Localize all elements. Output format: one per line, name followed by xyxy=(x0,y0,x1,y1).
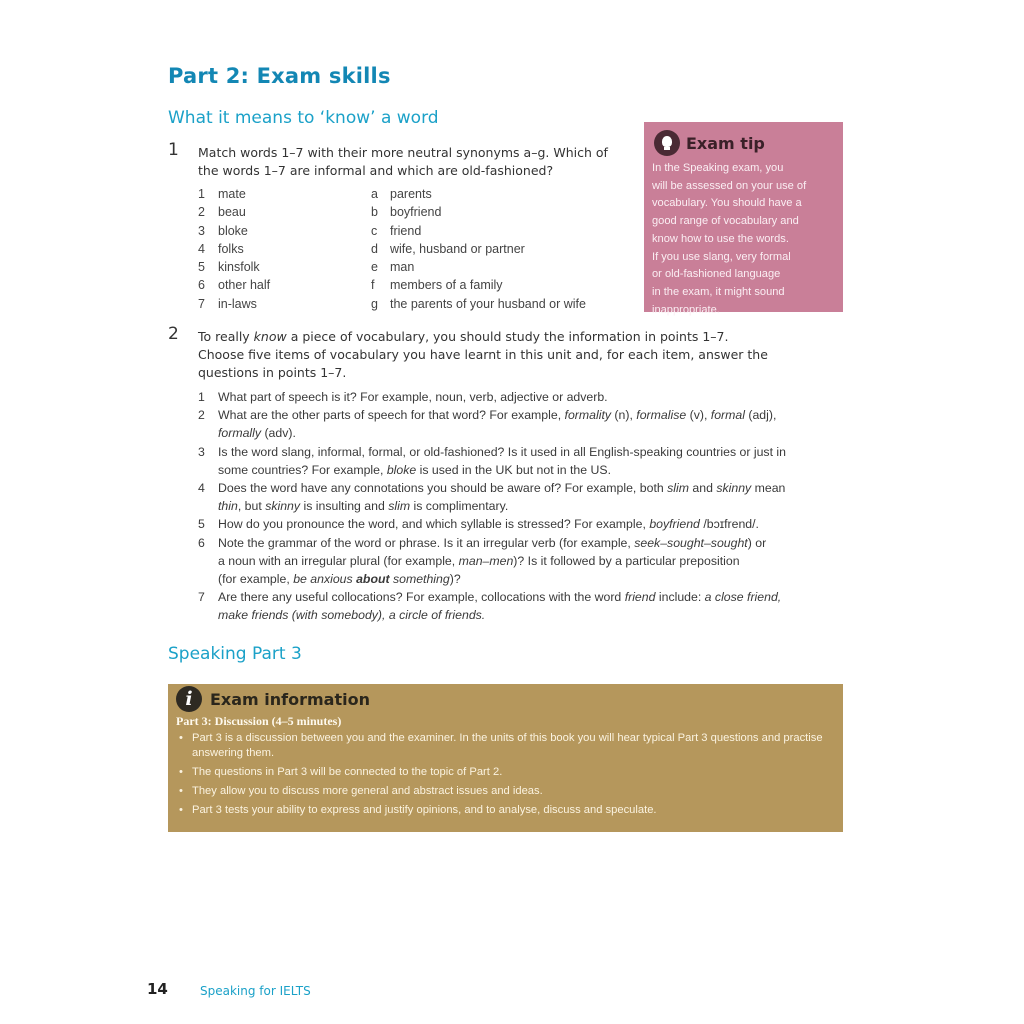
table-row xyxy=(198,187,620,205)
word: mate xyxy=(218,187,246,201)
synonym-letter: c xyxy=(371,223,378,238)
list-item xyxy=(198,443,843,479)
word: other half xyxy=(218,278,271,293)
exam-tip-line: know how to use the words. xyxy=(652,232,789,245)
example-word: slim xyxy=(667,481,689,496)
synonym-letter: g xyxy=(371,296,378,311)
matching-table xyxy=(198,187,620,315)
point-number: 2 xyxy=(198,408,205,423)
text-run: What are the other parts of speech for that word? For example, xyxy=(218,408,565,423)
word-number: 2 xyxy=(198,205,205,220)
point-text xyxy=(218,406,843,442)
synonym: wife, husband or partner xyxy=(390,241,525,256)
table-row xyxy=(198,278,620,296)
exam-tip-title: Exam tip xyxy=(686,133,765,153)
exam-information-subtitle: Part 3: Discussion (4–5 minutes) xyxy=(176,714,342,728)
text-run: Is the word slang, informal, formal, or old-fashioned? Is it used in all English-speaking countries or just in xyxy=(218,444,786,459)
point-number: 4 xyxy=(198,481,205,496)
table-row xyxy=(198,260,620,278)
list-item xyxy=(198,479,843,515)
list-item xyxy=(198,515,843,533)
text-run: To really xyxy=(198,329,254,344)
synonym: the parents of your husband or wife xyxy=(390,296,586,311)
point-text xyxy=(218,443,843,479)
text-run: ) or xyxy=(747,535,767,550)
exam-information-box xyxy=(168,684,843,832)
exam-tip-line: good range of vocabulary and xyxy=(652,215,799,228)
exam-tip-body xyxy=(652,160,833,319)
text-run: , but xyxy=(237,499,266,514)
point-text xyxy=(218,588,843,624)
text-run: (adj), xyxy=(744,408,777,423)
point-text xyxy=(218,479,843,515)
table-row xyxy=(198,224,620,242)
exam-tip-line: will be assessed on your use of xyxy=(652,179,807,192)
word: folks xyxy=(218,241,244,256)
point-text: What part of speech is it? For example, noun, verb, adjective or adverb. xyxy=(218,390,608,404)
word: kinsfolk xyxy=(218,260,260,275)
example-word: boyfriend xyxy=(649,517,700,532)
text-run: How do you pronounce the word, and which syllable is stressed? For example, xyxy=(218,517,650,532)
page-title: Part 2: Exam skills xyxy=(168,64,391,88)
list-item xyxy=(198,534,843,589)
text-run: (v), xyxy=(686,408,711,423)
point-number: 7 xyxy=(198,590,205,605)
question-1-line: Match words 1–7 with their more neutral synonyms a–g. Which of xyxy=(198,145,608,160)
info-icon: i xyxy=(176,686,202,712)
point-text xyxy=(218,534,843,589)
example-word: skinny xyxy=(716,481,752,496)
exam-tip-header xyxy=(654,130,833,156)
lightbulb-icon xyxy=(654,130,680,156)
example-word: formal xyxy=(710,408,745,423)
text-run: )? Is it followed by a particular preposition xyxy=(513,553,740,568)
list-item: • Part 3 tests your ability to express and justify opinions, and to analyse, discuss and speculate. xyxy=(176,803,835,818)
word: in-laws xyxy=(218,296,257,311)
word-number: 7 xyxy=(198,296,205,311)
exam-information-header xyxy=(176,684,835,712)
table-row xyxy=(198,205,620,223)
exam-information-list xyxy=(176,731,835,818)
list-item xyxy=(198,406,843,442)
word-number: 3 xyxy=(198,223,205,238)
point-number: 5 xyxy=(198,517,205,532)
example-word: friend xyxy=(624,590,656,605)
synonym-letter: f xyxy=(371,278,375,293)
book-title: Speaking for IELTS xyxy=(200,984,311,998)
exam-tip-box xyxy=(644,122,843,316)
question-1-text xyxy=(198,144,608,180)
text-run: (for example, xyxy=(218,572,294,587)
vocabulary-points-list xyxy=(198,388,843,625)
example-word: seek–sought–sought xyxy=(634,535,748,550)
point-number: 1 xyxy=(198,390,205,404)
question-2-line: Choose five items of vocabulary you have learnt in this unit and, for each item, answer the xyxy=(198,347,768,362)
text-run: include: xyxy=(655,590,705,605)
example-word: formalise xyxy=(636,408,687,423)
exam-tip-line: vocabulary. You should have a xyxy=(652,197,802,210)
example-word: thin xyxy=(218,499,238,514)
example-word: a close friend, xyxy=(704,590,782,605)
synonym: parents xyxy=(390,187,432,201)
synonym: boyfriend xyxy=(390,205,442,220)
exam-tip-line: inappropriate. xyxy=(652,303,720,316)
word-number: 5 xyxy=(198,260,205,275)
example-word: man–men xyxy=(458,553,514,568)
point-number: 6 xyxy=(198,535,205,550)
exam-information-title: Exam information xyxy=(210,689,370,709)
example-word: formality xyxy=(564,408,612,423)
table-row xyxy=(198,297,620,315)
text-run: a noun with an irregular plural (for example, xyxy=(218,553,459,568)
page-number: 14 xyxy=(147,980,168,998)
word-number: 4 xyxy=(198,241,205,256)
exam-tip-line: If you use slang, very formal xyxy=(652,250,791,263)
section-heading-know-a-word: What it means to ‘know’ a word xyxy=(168,108,439,128)
exam-tip-line: in the exam, it might sound xyxy=(652,285,785,298)
exam-tip-line: In the Speaking exam, you xyxy=(652,162,784,174)
synonym: members of a family xyxy=(390,278,503,293)
synonym-letter: d xyxy=(371,241,378,256)
synonym: man xyxy=(390,260,415,275)
text-run: Are there any useful collocations? For example, collocations with the word xyxy=(218,590,625,605)
point-number: 3 xyxy=(198,444,205,459)
section-heading-speaking-part-3: Speaking Part 3 xyxy=(168,644,302,664)
text-run: Note the grammar of the word or phrase. Is it an irregular verb (for example, xyxy=(218,535,635,550)
text-run: is complimentary. xyxy=(410,499,509,514)
list-item xyxy=(198,388,843,406)
text-run: )? xyxy=(449,572,461,587)
synonym-letter: b xyxy=(371,205,378,220)
text-run: a piece of vocabulary, you should study the information in points 1–7. xyxy=(286,329,729,344)
text-run: Does the word have any connotations you should be aware of? For example, both xyxy=(218,481,668,496)
list-item: • The questions in Part 3 will be connected to the topic of Part 2. xyxy=(176,765,835,780)
text-run: (n), xyxy=(611,408,637,423)
list-item: • Part 3 is a discussion between you and the examiner. In the units of this book you will hear typical Part 3 questions and practise answering them. xyxy=(176,731,835,761)
text-run: is used in the UK but not in the US. xyxy=(416,462,612,477)
text-run: mean xyxy=(751,481,786,496)
synonym-letter: e xyxy=(371,260,378,275)
word: bloke xyxy=(218,223,248,238)
exam-tip-line: or old-fashioned language xyxy=(652,268,781,281)
question-number: 1 xyxy=(168,140,179,160)
pronunciation: /bɔɪfrend/. xyxy=(699,517,759,532)
question-2-text xyxy=(198,328,768,382)
example-word: bloke xyxy=(386,462,417,477)
bold-preposition: about xyxy=(356,572,390,587)
question-1-line: the words 1–7 are informal and which are old-fashioned? xyxy=(198,163,554,178)
word-number: 6 xyxy=(198,278,205,293)
list-item: • They allow you to discuss more general and abstract issues and ideas. xyxy=(176,784,835,799)
text-run: and xyxy=(688,481,717,496)
example-word: make friends (with somebody), a circle of friends. xyxy=(218,608,486,623)
synonym: friend xyxy=(390,223,422,238)
example-word: something xyxy=(389,572,450,587)
example-word: skinny xyxy=(265,499,301,514)
word: beau xyxy=(218,205,246,220)
text-run: is insulting and xyxy=(300,499,389,514)
question-number: 2 xyxy=(168,324,179,344)
example-word: formally xyxy=(218,426,262,441)
list-item xyxy=(198,588,843,624)
point-text xyxy=(218,515,843,533)
example-word: be anxious xyxy=(293,572,357,587)
example-word: slim xyxy=(388,499,411,514)
text-run: some countries? For example, xyxy=(218,462,387,477)
table-row xyxy=(198,242,620,260)
word-number: 1 xyxy=(198,187,205,201)
emphasis-text: know xyxy=(253,329,287,344)
synonym-letter: a xyxy=(371,187,378,201)
text-run: (adv). xyxy=(261,426,296,441)
question-2-line xyxy=(198,328,768,346)
question-2-line: questions in points 1–7. xyxy=(198,365,347,380)
